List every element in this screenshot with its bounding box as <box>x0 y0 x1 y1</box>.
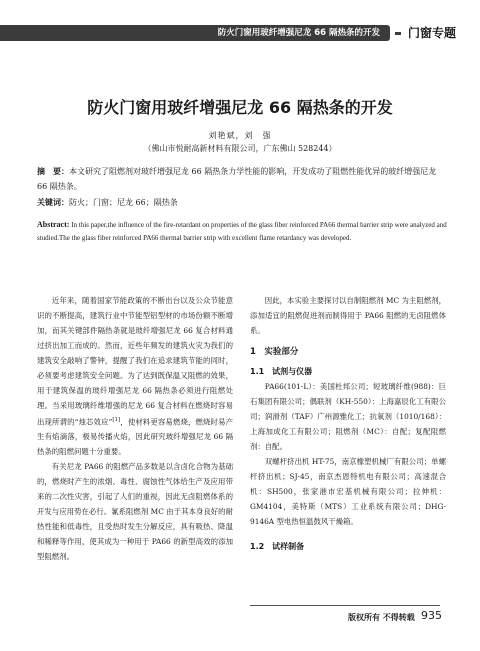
keywords-label: 关键词： <box>37 198 69 207</box>
abstract-en-text: In this paper,the influence of the fire-retardant on properties of the glass fiber reinforced PA66 thermal barrier strip were analyzed and studied.The the glass fiber reinforced PA66 thermal barrier strip with excellent flame retardancy was developed. <box>37 221 447 242</box>
subsection-heading: 1.2 试样制备 <box>250 542 305 551</box>
column-right <box>250 293 446 554</box>
footer-rule <box>250 605 440 606</box>
page-number: 935 <box>421 609 442 622</box>
affiliation: （佛山市悦耐高新材料有限公司，广东佛山 528244） <box>143 144 337 153</box>
abstract-label: 摘 要： <box>37 167 69 176</box>
abstract-en <box>37 218 447 245</box>
subsection-heading: 1.1 试剂与仪器 <box>250 367 313 376</box>
paragraph: 因此，本实验主要探讨以自制阻燃剂 MC 为主阻燃剂，添加适宜的阻燃促进剂而制得用于 PA66 阻燃的无卤阻燃体系。 <box>250 296 446 335</box>
abstract-text: 本文研究了阻燃剂对玻纤增强尼龙 66 隔热条力学性能的影响，开发成功了阻燃性能优异的玻纤增强尼龙 66 隔热条。 <box>37 167 437 191</box>
paragraph <box>37 293 233 459</box>
keywords-text: 防火；门窗；尼龙 66；隔热条 <box>69 198 178 207</box>
paragraph-text: 近年来，随着国家节能政策的不断出台以及公众节能意识的不断提高，建筑行业中节能型铝型材的市场份额不断增加，而其关键部件隔热条就是玻纤增强尼龙 66 复合材料通过挤出加工而成的。然而，近些年频发的建筑火灾为我们的建筑安全敲响了警钟，提醒了我们在追求建筑节能的同时，必须要考虑建筑安全问题。为了达到既保温又阻燃的效果，用于建筑保温的玻纤增强尼龙 66 隔热条必须进行阻燃处理。当采用玻璃纤维增强的尼龙 66 复合材料在燃烧时容易出现所谓的“烛芯效应” <box>37 296 233 427</box>
paragraph: PA66(101-L）：美国杜邦公司；短玻璃纤维(988)：巨石集团有限公司；偶联剂（KH-550）：上海嘉辰化工有限公司；润滑剂（TAF）广州源雅化工；抗氧剂（1010/168）：上海加成化工有限公司；阻燃剂（MC）：自配；复配阻燃剂：自配。 <box>250 382 446 451</box>
keywords <box>37 196 447 209</box>
copyright-notice: 版权所有 不得转载 <box>348 613 415 622</box>
section-heading: 1 实验部分 <box>250 347 299 357</box>
running-title: 防火门窗用玻纤增强尼龙 66 隔热条的开发 <box>217 28 380 38</box>
paragraph: 双螺杆挤出机 HT-75，南京橡塑机械厂有限公司；单螺杆挤出机；SJ-45，南京杰恩特机电有限公司；高速混合机：SH500，张家港市宏基机械有限公司；拉伸机：GM4104，美特斯（MTS）工业系统有限公司；DHG-9146A 型电热恒温鼓风干燥箱。 <box>250 457 446 526</box>
abstract-en-label: Abstract: <box>37 220 70 229</box>
abstract-cn <box>37 164 447 194</box>
paragraph-text: ，使材料更容易燃烧，燃烧时易产生有焰滴落，极易传播火焰，因此研究玻纤增强尼龙 66 隔热条的阻燃问题十分重要。 <box>37 417 233 457</box>
column-left <box>37 293 233 564</box>
section-label: 门窗专题 <box>408 26 457 40</box>
authors: 刘艳斌，刘 强 <box>208 131 272 140</box>
paper-title: 防火门窗用玻纤增强尼龙 66 隔热条的开发 <box>87 98 393 117</box>
paragraph: 有关尼龙 PA66 的阻燃产品多数是以含卤化合物为基础的，燃烧时产生的浓烟、毒性、腐蚀性气体给生产及应用带来的二次性灾害，引起了人们的重视，因此无卤阻燃体系的开发与应用势在必行。氰系阻燃剂 MC 由于其本身良好的耐热性能和低毒性，且受热时发生分解反应，具有吸热、降温和稀释等作用，使其成为一种用于 PA66 的新型高效的添加型阻燃剂。 <box>37 462 233 562</box>
header-divider <box>395 32 401 35</box>
running-header <box>0 12 480 42</box>
citation[interactable]: [1] <box>112 417 121 423</box>
